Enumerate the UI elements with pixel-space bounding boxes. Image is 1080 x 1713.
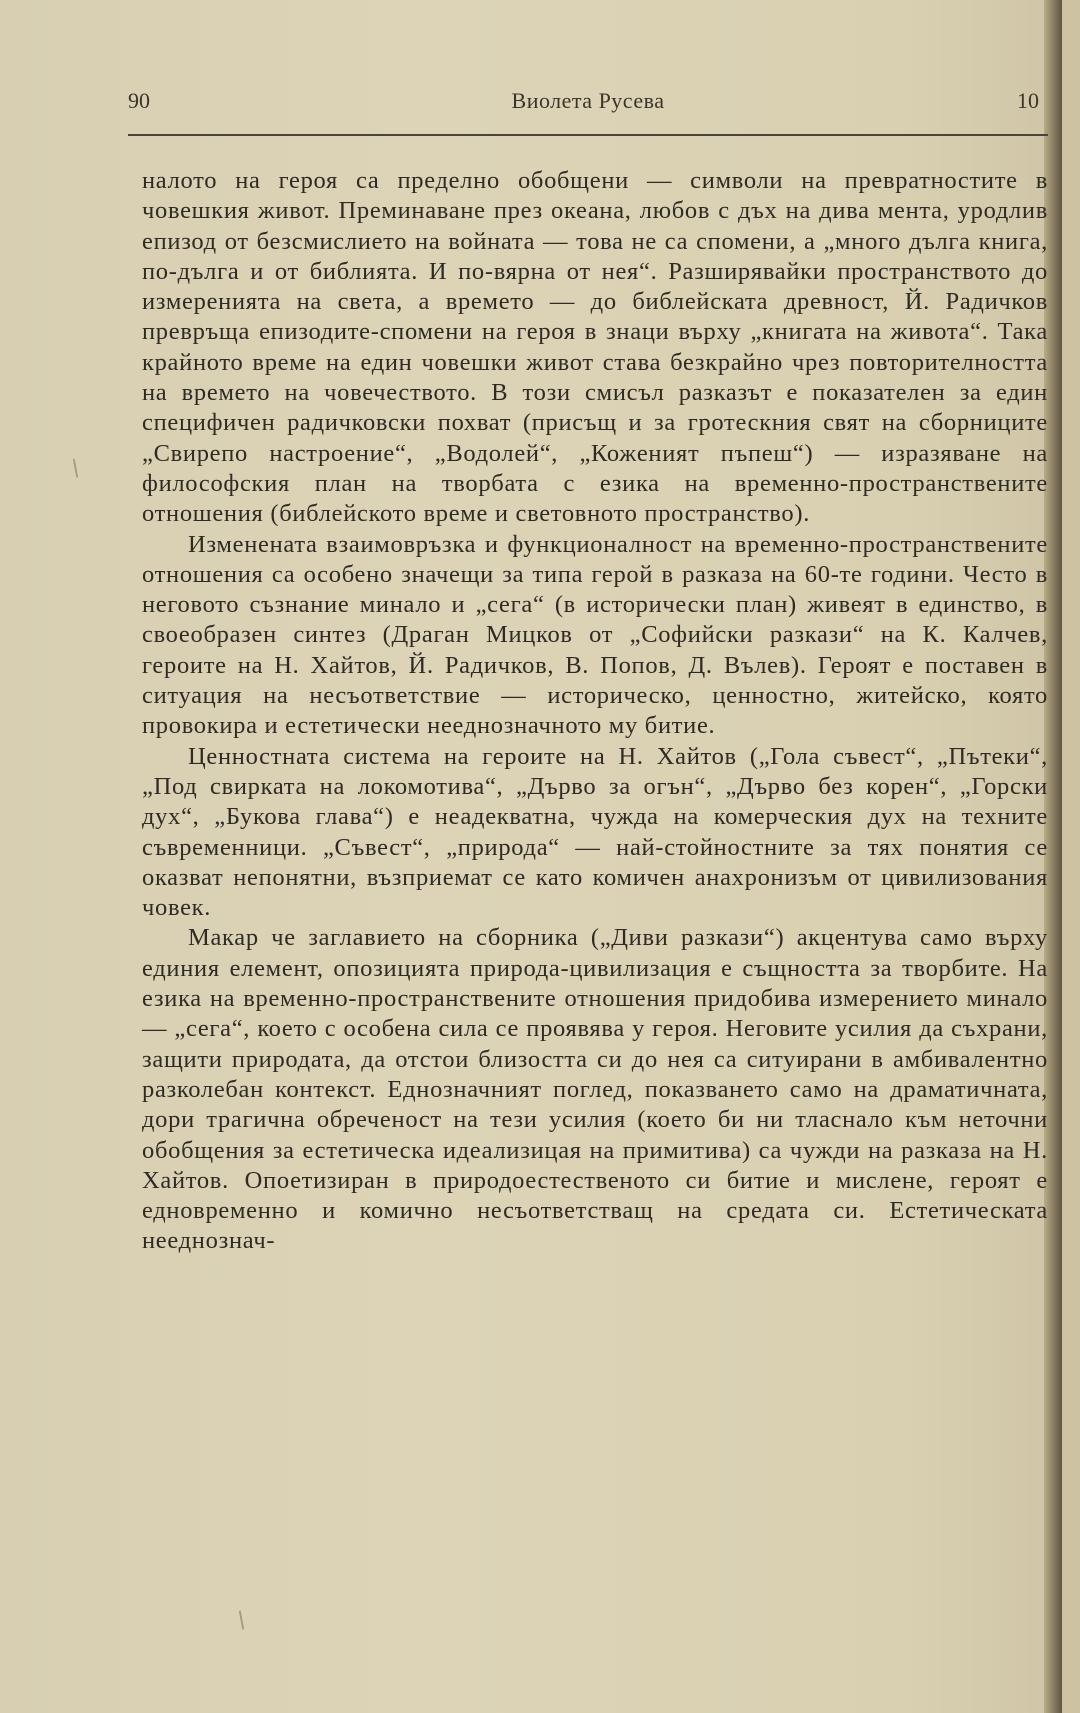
body-text xyxy=(142,166,1048,1257)
paragraph-2: Изменената взаимовръзка и функционалност на временно-пространствените отношения са особено значещи за типа герой в разказа на 60-те години. Често в неговото съзнание минало и „сега“ (в исторически план) живеят в единство, в своеобразен синтез (Драган Мицков от „Софийски разкази“ на К. Калчев, героите на Н. Хайтов, Й. Радичков, В. Попов, Д. Вълев). Героят е поставен в ситуация на несъответствие — историческо, ценностно, житейско, която провокира и естетически нееднозначното му битие. xyxy=(142,530,1048,740)
paragraph-4: Макар че заглавието на сборника („Диви разкази“) акцентува само върху единия елемент, опозицията природа-цивилизация е същността за творбите. На езика на временно-пространствените отношения придобива измерението минало — „сега“, което с особена сила се проявява у героя. Неговите усилия да съхрани, защити природата, да отстои близостта си до нея са ситуирани в амбивалентно разколебан контекст. Еднозначният поглед, показването само на драматичната, дори трагична обреченост на тези усилия (което би ни тласнало към неточни обобщения за естетическа идеализицая на примитива) са чужди на разказа на Н. Хайтов. Опоетизиран в природоестественото си битие и мислене, героят е едновременно и комично несъответстващ на средата си. Естетическата нееднознач- xyxy=(142,924,1048,1255)
paragraph-1: налото на героя са пределно обобщени — символи на превратностите в човешкия живот. Преминаване през океана, любов с дъх на дива мента, уродлив епизод от безсмислието на войната — това не са спомени, а „много дълга книга, по-дълга и от библията. И по-вярна от нея“. Разширявайки пространството до измеренията на света, а времето — до библейската древност, Й. Радичков превръща епизодите-спомени на героя в знаци върху „книгата на живота“. Така крайното време на един човешки живот става безкрайно чрез повторителността на времето на човечеството. В този смисъл разказът е показателен за един специфичен радичковски похват (присъщ и за гротескния свят на сборниците „Свирепо настроение“, „Водолей“, „Кожeният пъпеш“) — изразяване на философския план на творбата с езика на временно-пространствените отношения (библейското време и световното пространство). xyxy=(142,167,1048,528)
pencil-mark: / xyxy=(232,1607,251,1634)
page-header xyxy=(128,88,1048,122)
section-number: 10 xyxy=(1017,88,1039,113)
page-number: 90 xyxy=(128,88,150,113)
pencil-mark: / xyxy=(66,455,85,482)
header-rule xyxy=(128,134,1048,136)
running-title: Виолета Русева xyxy=(511,88,665,113)
paragraph-3: Ценностната система на героите на Н. Хайтов („Гола съвест“, „Пътеки“, „Под свирката на локомотива“, „Дърво за огън“, „Дърво без корен“, „Горски дух“, „Букова глава“) е неадекватна, чужда на комерческия дух на техните съвременници. „Съвест“, „природа“ — най-стойностните за тях понятия се оказват непонятни, възприемат се като комичен анахронизъм от цивилизования човек. xyxy=(142,742,1048,922)
